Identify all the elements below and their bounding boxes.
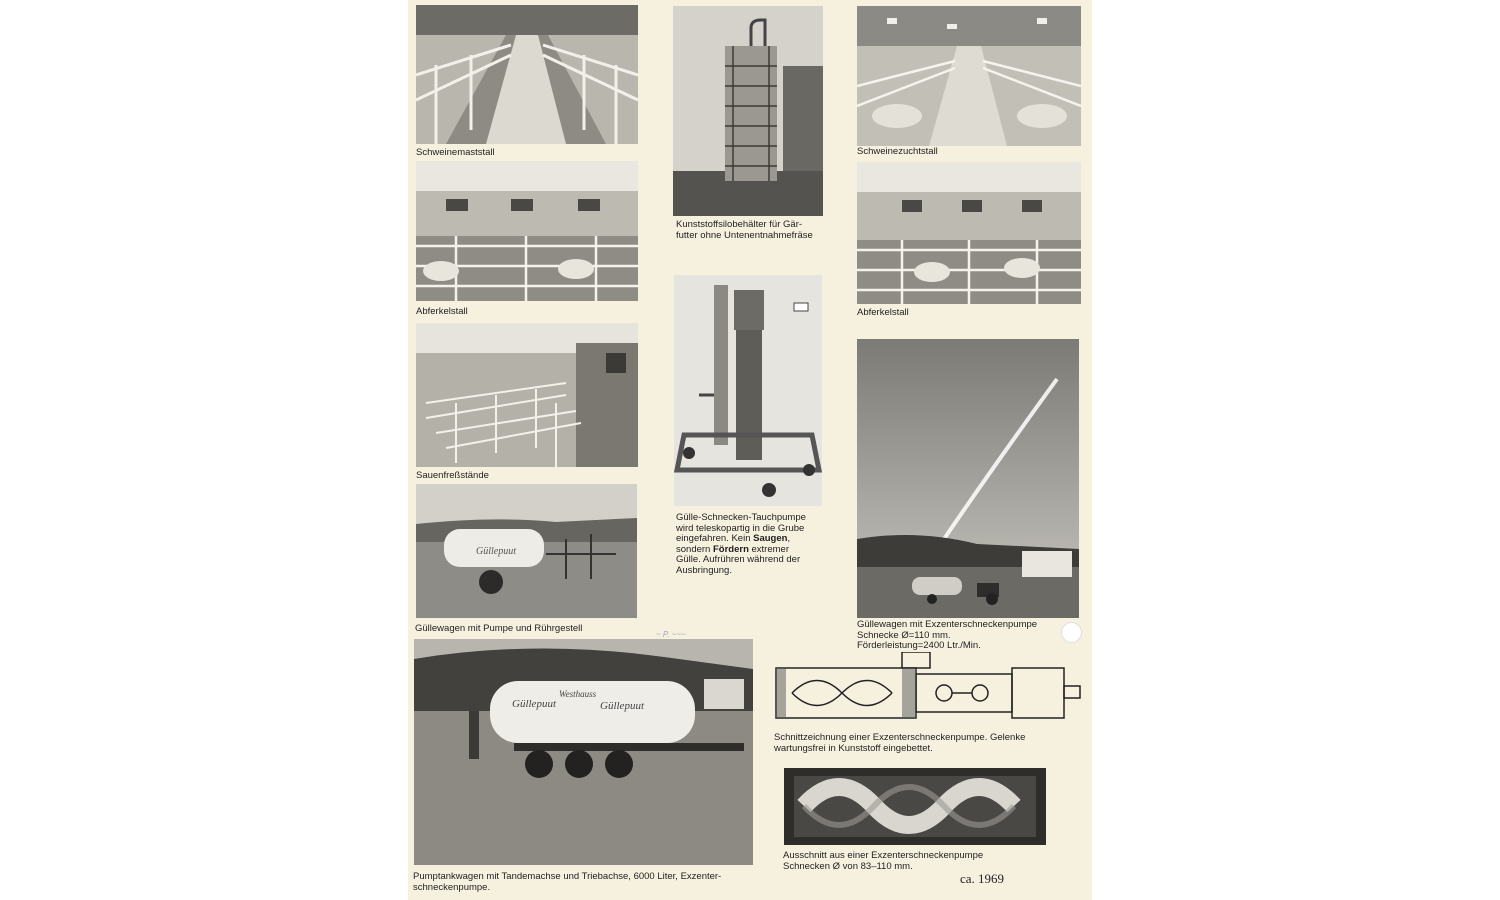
caption-schweinemaststall: Schweinemaststall (416, 147, 495, 158)
caption-abferkelstall-right: Abferkelstall (857, 307, 909, 318)
caption-schweinezuchtstall: Schweinezuchtstall (857, 146, 938, 157)
photo-abferkelstall-left (416, 161, 638, 301)
photo-schweinemaststall (416, 5, 638, 144)
photo-guellewagen-ruehrgestell (416, 484, 637, 618)
caption-schnecken-tauchpumpe: Gülle-Schnecken-Tauchpumpe wird teleskopartig in die Grube eingefahren. Kein Saugen, sondern Fördern extremer Gülle. Aufrühren während der Ausbringung. (676, 512, 806, 576)
tank-brand-right: Güllepuut (600, 700, 644, 712)
photo-pumptankwagen (414, 639, 753, 865)
photo-kunststoffsilo (673, 6, 823, 216)
tank-brand-mid: Westhauss (559, 689, 597, 699)
tank-brand-small: Güllepuut (476, 546, 516, 557)
diagram-schnittzeichnung (772, 652, 1084, 732)
caption-schnittzeichnung: Schnittzeichnung einer Exzenterschneckenpumpe. Gelenke wartungsfrei in Kunststoff eingebettet. (774, 732, 1026, 754)
caption-exzenterschnecke-ausschnitt: Ausschnitt aus einer Exzenterschneckenpumpe Schnecken Ø von 83–110 mm. (783, 850, 984, 872)
photo-schweinezuchtstall (857, 6, 1081, 146)
year-stamp: ca. 1969 (960, 871, 1005, 886)
tank-brand-left: Güllepuut (512, 698, 556, 710)
caption-abferkelstall-left: Abferkelstall (416, 306, 468, 317)
handwritten-note: ~ P. ~~~ (656, 630, 686, 639)
caption-pumptankwagen: Pumptankwagen mit Tandemachse und Triebachse, 6000 Liter, Exzenter- schneckenpumpe. (413, 871, 722, 893)
caption-guellewagen-ruehrgestell: Güllewagen mit Pumpe und Rührgestell (415, 623, 583, 634)
caption-kunststoffsilo: Kunststoffsilobehälter für Gär- futter ohne Untenentnahmefräse (676, 219, 813, 241)
photo-exzenterschnecke-ausschnitt (784, 768, 1046, 845)
photo-schnecken-tauchpumpe (674, 275, 822, 506)
caption-sauenfressstaende: Sauenfreßstände (416, 470, 489, 481)
photo-guellewagen-exzenter (857, 339, 1079, 618)
photo-sauenfressstaende (416, 323, 638, 467)
punch-hole (1061, 622, 1082, 643)
photo-abferkelstall-right (857, 162, 1081, 304)
caption-guellewagen-exzenter: Güllewagen mit Exzenterschneckenpumpe Schnecke Ø=110 mm. Förderleistung=2400 Ltr./Min. (857, 619, 1038, 651)
